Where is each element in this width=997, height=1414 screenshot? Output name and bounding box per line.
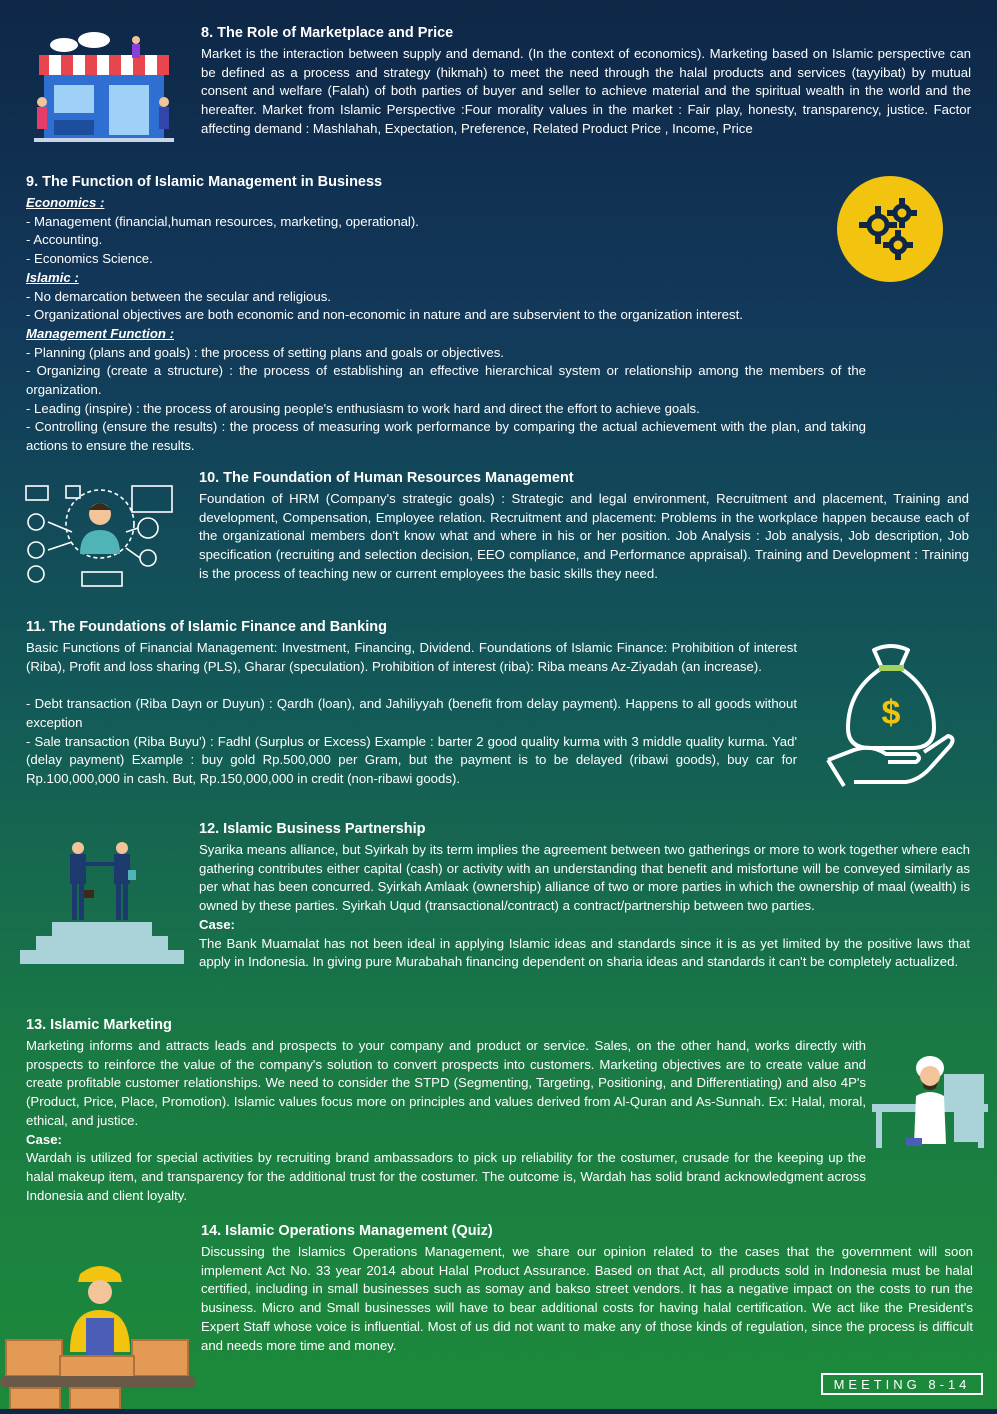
section-islamic-management — [26, 173, 866, 456]
list-item: - Management (financial,human resources, marketing, operational). — [26, 213, 419, 229]
section-title: 8. The Role of Marketplace and Price — [201, 25, 454, 41]
worker-boxes-icon — [0, 1262, 196, 1409]
section-body: - Sale transaction (Riba Buyu') : Fadhl (Surplus or Excess) Example : barter 2 good quality kurma with 3 middle quality kurma. Yad' (delay payment) Example : buy gold Rp.500,000 per Gram, but the payment is to be delayed (ribawi goods), buy car for Rp.100,000,000 in cash. But, Rp.150,000,000 in credit (non-ribawi goods). — [26, 733, 797, 786]
list-item: - Leading (inspire) : the process of arousing people's enthusiasm to work hard and direct the effort to achieve goals. — [26, 400, 700, 416]
list-item: - Organizational objectives are both economic and non-economic in nature and are subservient to the organization interest. — [26, 307, 743, 323]
marketplace-icon — [24, 30, 184, 148]
section-title: 14. Islamic Operations Management (Quiz) — [201, 1223, 493, 1239]
section-title: 12. Islamic Business Partnership — [199, 821, 426, 837]
section-body: Market is the interaction between supply and demand. (In the context of economics). Marketing based on Islamic perspective can be defined as a process and strategy (hikmah) to meet the need through the halal products and services (tayyibat) by mutual consent and welfare (Falah) of both parties of buyer and seller to achieve material and the spiritual wealth in the world and the hereafter. Market from Islamic Perspective :Four morality values in the market : Fair play, honesty, transparency, justice. Factor affecting demand : Mashlahah, Expectation, Preference, Related Product Price , Income, Price — [201, 46, 971, 136]
subheading-economics: Economics : — [26, 195, 105, 210]
section-title: 11. The Foundations of Islamic Finance and Banking — [26, 619, 387, 635]
list-item: - Accounting. — [26, 232, 103, 248]
subheading-islamic: Islamic : — [26, 269, 79, 285]
section-title: 10. The Foundation of Human Resources Management — [199, 470, 574, 486]
list-item: - Economics Science. — [26, 251, 153, 267]
case-body: The Bank Muamalat has not been ideal in applying Islamic ideas and standards since it is as yet limited by the positive laws that apply in Indonesia. In giving pure Murabahah financing dependent on sharia ideas and standards it can't be completely actualized. — [199, 935, 970, 970]
section-marketplace — [201, 24, 971, 139]
money-bag-hand-icon — [824, 640, 958, 790]
section-title: 13. Islamic Marketing — [26, 1017, 172, 1033]
section-body: Foundation of HRM (Company's strategic goals) : Strategic and legal environment, Recruitment and placement, Training and development, Compensation, Employee relation. Recruitment and placement: Problems in the workplace happen because each of the organizational members don't know what and where in his or her position. Job Analysis : Job analysis, Job description, Job specification (recruiting and selection decision, EEO compliance, and Performance appraisal). Training and Development : Training is the process of teaching new or current employees the basic skills they need. — [199, 491, 969, 581]
list-item: - Controlling (ensure the results) : the process of measuring work performance by comparing the actual achievement with the plan, and taking actions to ensure the results. — [26, 419, 866, 454]
section-body: Basic Functions of Financial Management: Investment, Financing, Dividend. Foundations of Islamic Finance: Prohibition of interest (Riba), Profit and loss sharing (PLS), Gharar (speculation). Prohibition of interest (riba): Riba means Az-Ziyadah (an increase). — [26, 640, 797, 674]
arab-businessman-desk-icon — [870, 1052, 990, 1152]
section-hrm — [199, 469, 969, 584]
handshake-podium-icon — [18, 836, 186, 966]
section-title: 9. The Function of Islamic Management in Business — [26, 174, 383, 190]
meeting-badge: MEETING 8-14 — [821, 1373, 983, 1395]
hr-network-icon — [22, 482, 182, 590]
section-islamic-marketing — [26, 1016, 866, 1205]
section-business-partnership — [199, 820, 970, 972]
section-operations-management — [201, 1222, 973, 1355]
section-body: Marketing informs and attracts leads and prospects to your company and product or service. Sales, on the other hand, works directly with prospects to reinforce the value of the company's solution to convert prospects into customers. Marketing objectives are to create value and create profitable customer relationships. We need to consider the STPD (Segmenting, Targeting, Positioning, and Differentiating) and also 4P's (Product, Price, Place, Promotion). Islamic values focus more on principles and values derived from Al-Quran and As-Sunnah. Ex: Halal, moral, ethical, and justice. — [26, 1038, 866, 1128]
list-item: - Planning (plans and goals) : the process of setting plans and goals or objectives. — [26, 344, 504, 360]
section-body: - Debt transaction (Riba Dayn or Duyun) : Qardh (loan), and Jahiliyyah (benefit from delay payment). Happens to all goods without exception — [26, 696, 797, 730]
case-label: Case: — [199, 916, 235, 932]
list-item: - No demarcation between the secular and religious. — [26, 288, 331, 304]
subheading-management-function: Management Function : — [26, 325, 174, 341]
section-body: Discussing the Islamics Operations Management, we share our opinion related to the cases that the government will soon implement Act No. 33 year 2014 about Halal Product Assurance. Based on that Act, all products sold in Indonesia must be halal certified, including in small businesses such as somay and bakso street vendors. It has a negative impact on the costs to run the business. Micro and Small businesses will have to bear additional costs for having halal certification. We act like the President's Expert Staff whose voice is influential. Most of us did not want to make any of those kinds of regulation, since the process is difficult and needs more time and money. — [201, 1244, 973, 1353]
section-islamic-finance — [26, 618, 797, 789]
section-body: Syarika means alliance, but Syirkah by its term implies the agreement between two gatherings or more to work together where each gathering contributes either capital (cash) or activity with an understanding that benefit and misfortune will be conveyed similarly as per what has been concurred. Syirkah Amlaak (ownership) alliance of two or more parties in which the ownership of maal (wealth) is owned by these parties. Syirkah Uqud (transactional/contract) a contract/partnership between two parties. — [199, 842, 970, 914]
list-item: - Organizing (create a structure) : the process of establishing an effective hierarchical system or relationship among the members of the organization. — [26, 363, 866, 398]
case-label: Case: — [26, 1131, 62, 1147]
svg-text:$: $ — [881, 694, 901, 732]
case-body: Wardah is utilized for special activities by recruiting brand ambassadors to pick up reliability for the costumer, crusade for the keeping up the halal makeup item, and transparency for the additional trust for the costumer. The outcome is, Wardah has solid brand acknowledgment across Indonesia and client loyalty. — [26, 1150, 866, 1203]
